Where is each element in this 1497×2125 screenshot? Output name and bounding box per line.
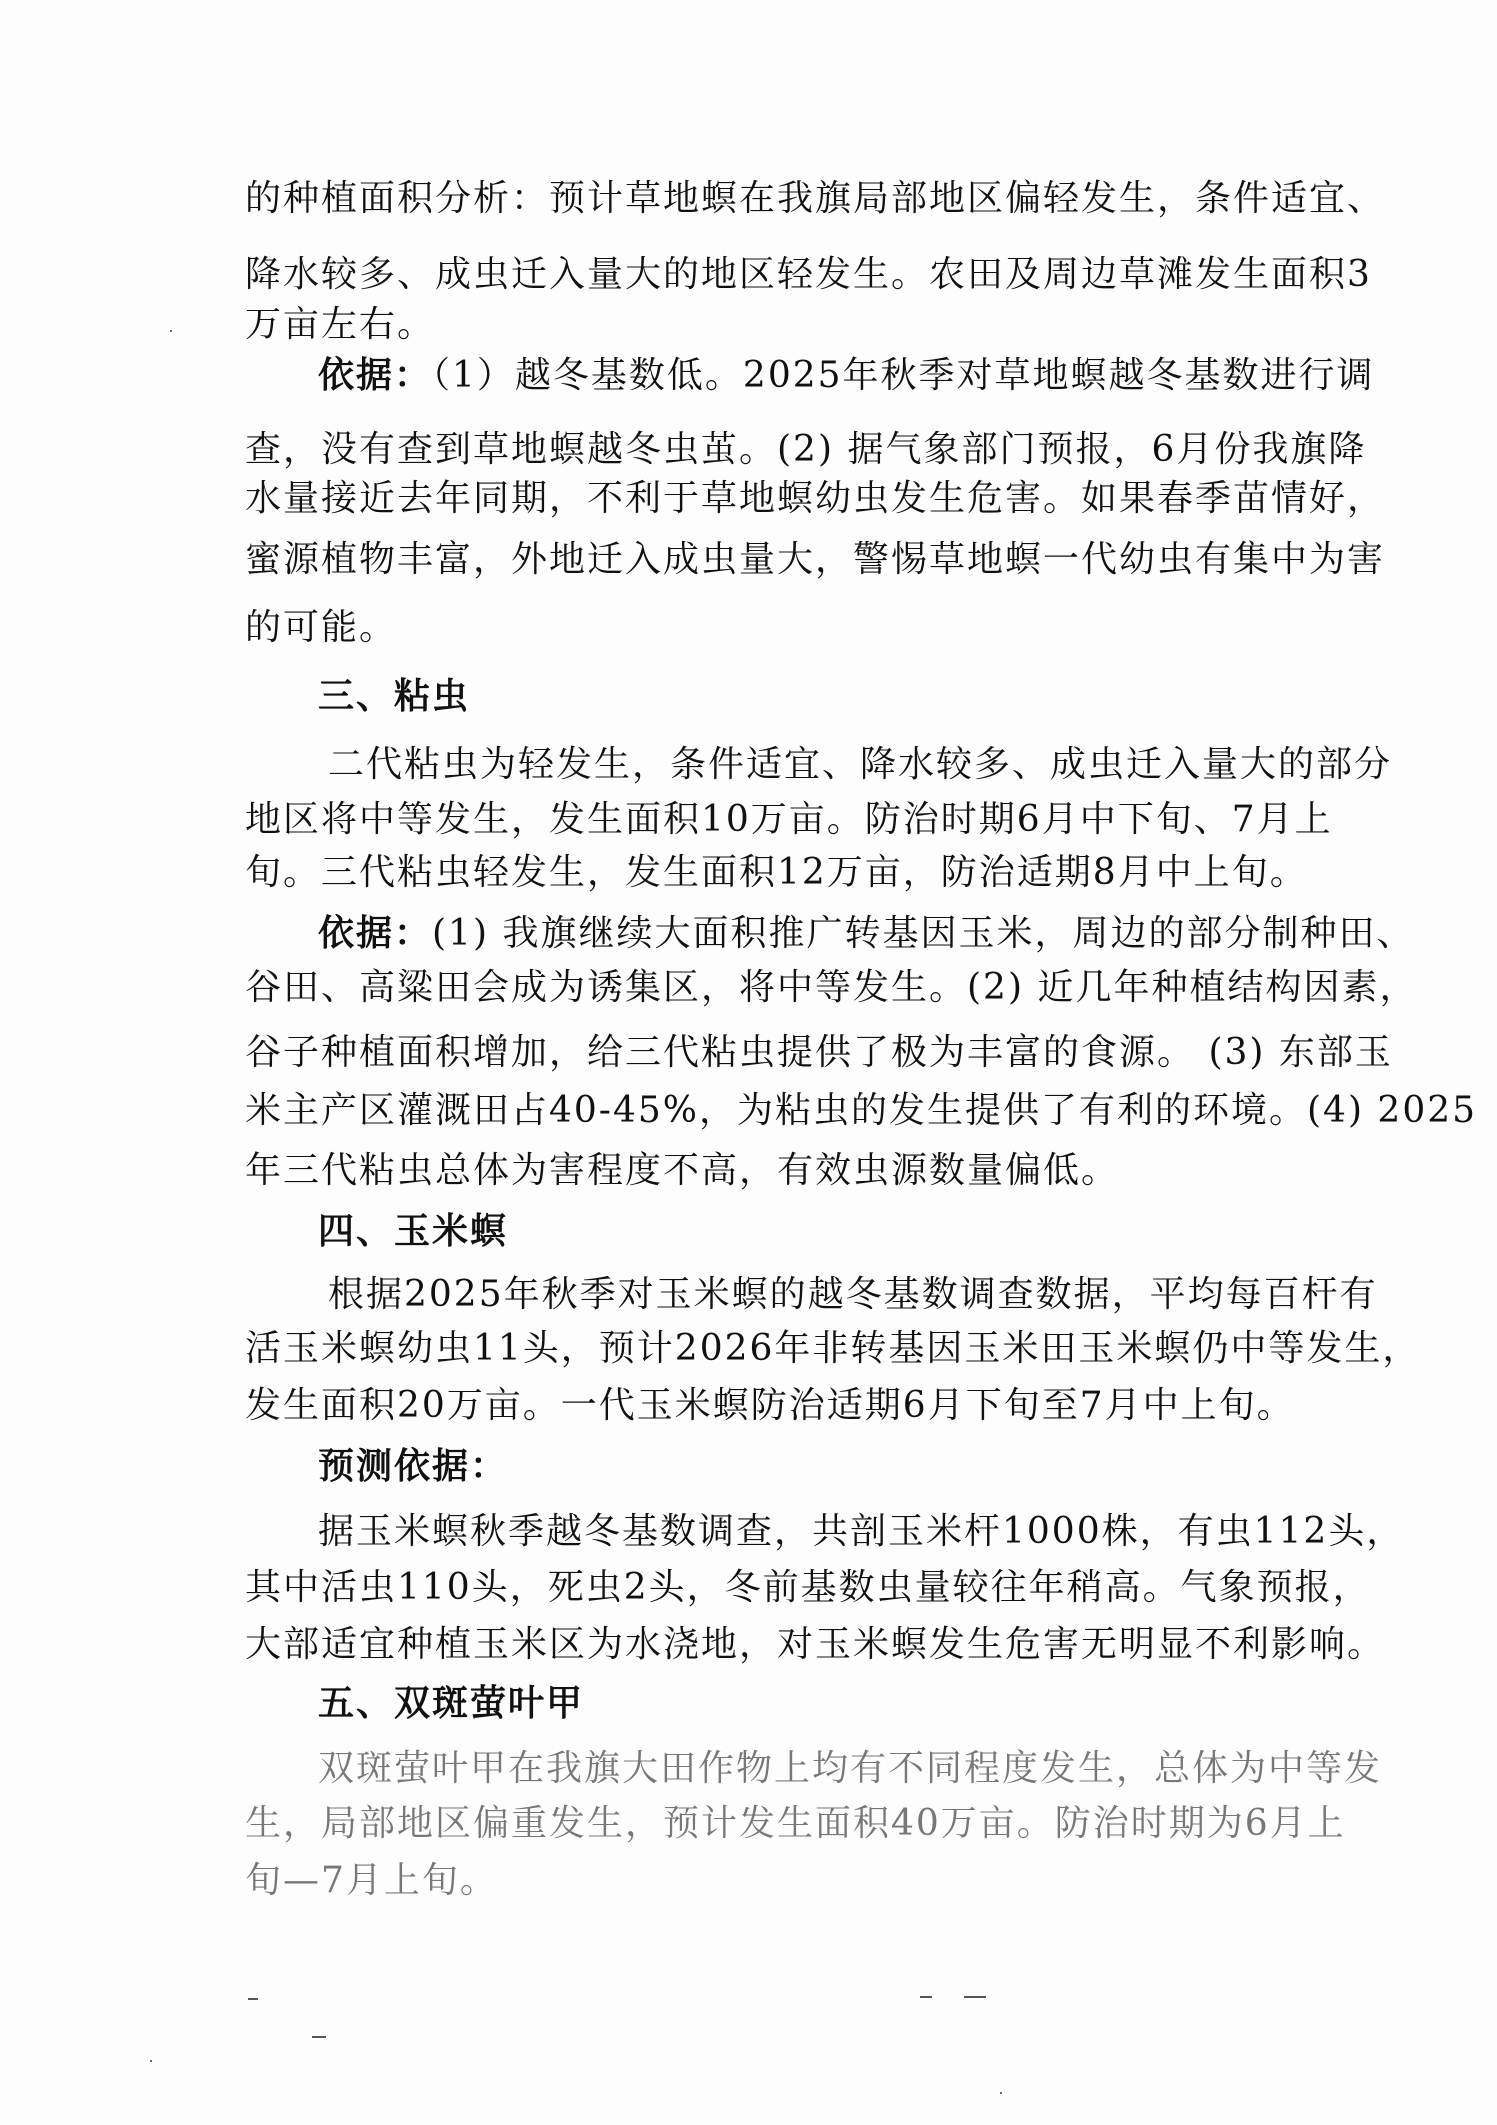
text-line: 活玉米螟幼虫11头，预计2026年非转基因玉米田玉米螟仍中等发生， <box>245 1328 1421 1369</box>
text-line: 米主产区灌溉田占40-45%，为粘虫的发生提供了有利的环境。(4) 2025 <box>245 1090 1478 1131</box>
text-line: 其中活虫110头，死虫2头，冬前基数虫量较往年稍高。气象预报， <box>245 1567 1371 1608</box>
scan-artifact <box>170 330 172 332</box>
scan-artifact <box>920 1996 932 1998</box>
section-heading: 五、双斑萤叶甲 <box>318 1682 585 1724</box>
scan-artifact <box>150 2060 152 2062</box>
text-line: 水量接近去年同期，不利于草地螟幼虫发生危害。如果春季苗情好， <box>245 478 1386 519</box>
text-line: 双斑萤叶甲在我旗大田作物上均有不同程度发生，总体为中等发 <box>318 1748 1383 1789</box>
text-line: 谷田、高粱田会成为诱集区，将中等发生。(2) 近几年种植结构因素， <box>245 967 1418 1008</box>
scan-artifact <box>964 1996 986 1998</box>
basis-text: （1）越冬基数低。2025年秋季对草地螟越冬基数进行调 <box>432 355 1375 396</box>
text-line: 查，没有查到草地螟越冬虫茧。(2) 据气象部门预报，6月份我旗降 <box>245 429 1367 470</box>
text-line: 旬—7月上旬。 <box>245 1860 498 1901</box>
basis-label: 依据： <box>318 912 433 954</box>
text-line: 的种植面积分析：预计草地螟在我旗局部地区偏轻发生，条件适宜、 <box>245 178 1386 219</box>
section-heading: 三、粘虫 <box>318 675 471 717</box>
text-line: 地区将中等发生，发生面积10万亩。防治时期6月中下旬、7月上 <box>245 799 1333 840</box>
scan-artifact <box>248 1998 258 2000</box>
scan-artifact <box>312 2036 326 2038</box>
text-line: 降水较多、成虫迁入量大的地区轻发生。农田及周边草滩发生面积3 <box>245 254 1372 295</box>
text-line: 发生面积20万亩。一代玉米螟防治适期6月下旬至7月中上旬。 <box>245 1385 1295 1426</box>
text-line: 生，局部地区偏重发生，预计发生面积40万亩。防治时期为6月上 <box>245 1803 1346 1844</box>
text-line: 大部适宜种植玉米区为水浇地，对玉米螟发生危害无明显不利影响。 <box>245 1624 1386 1665</box>
basis-paragraph-line <box>318 352 1375 398</box>
text-line: 年三代粘虫总体为害程度不高，有效虫源数量偏低。 <box>245 1150 1120 1191</box>
text-line: 蜜源植物丰富，外地迁入成虫量大，警惕草地螟一代幼虫有集中为害 <box>245 539 1386 580</box>
text-line: 旬。三代粘虫轻发生，发生面积12万亩，防治适期8月中上旬。 <box>245 852 1308 893</box>
text-line: 万亩左右。 <box>245 304 436 345</box>
basis-paragraph-line <box>318 910 1415 956</box>
text-line: 根据2025年秋季对玉米螟的越冬基数调查数据，平均每百杆有 <box>328 1274 1378 1315</box>
section-heading: 四、玉米螟 <box>318 1210 509 1252</box>
text-line: 据玉米螟秋季越冬基数调查，共剖玉米杆1000株，有虫112头， <box>318 1511 1405 1552</box>
subsection-heading: 预测依据： <box>318 1445 509 1487</box>
text-line: 二代粘虫为轻发生，条件适宜、降水较多、成虫迁入量大的部分 <box>328 744 1393 785</box>
text-line: 谷子种植面积增加，给三代粘虫提供了极为丰富的食源。 (3) 东部玉 <box>245 1032 1393 1073</box>
basis-label: 依据： <box>318 354 433 396</box>
scan-artifact <box>1000 2092 1002 2094</box>
text-line: 的可能。 <box>245 607 398 648</box>
basis-text: (1) 我旗继续大面积推广转基因玉米，周边的部分制种田、 <box>432 913 1415 954</box>
